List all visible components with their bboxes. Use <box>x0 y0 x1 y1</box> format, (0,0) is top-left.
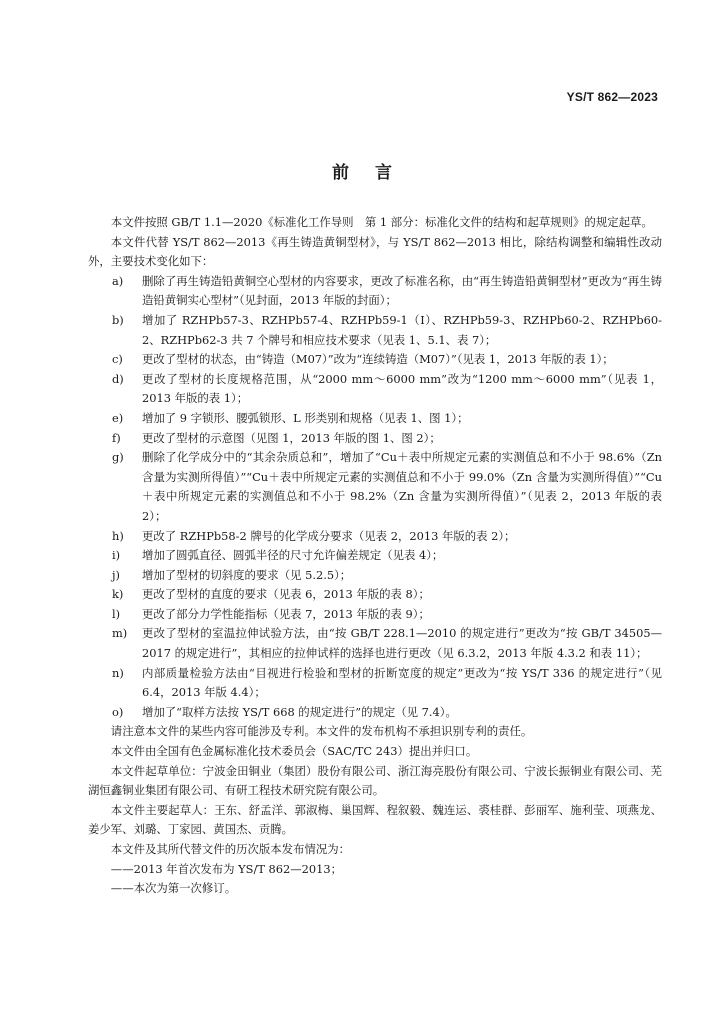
change-item <box>88 566 662 586</box>
item-label: d) <box>112 371 124 386</box>
change-item <box>88 409 662 429</box>
item-text: 更改了型材的室温拉伸试验方法，由“按 GB/T 228.1—2010 的规定进行”更改为“按 GB/T 34505—2017 的规定进行”，其相应的拉伸试样的选择也进行更改（见 6.3.2，2013 年版 4.3.2 和表 11）； <box>142 626 662 661</box>
history-item: ——2013 年首次发布为 YS/T 862—2013； <box>110 861 343 876</box>
item-text: 删除了化学成分中的“其余杂质总和”，增加了“Cu＋表中所规定元素的实测值总和不小于 98.6%（Zn 含量为实测所得值）”“Cu＋表中所规定元素的实测值总和不小于 99.0%（Zn 含量为实测所得值）”“Cu＋表中所规定元素的实测值总和不小于 98.2%（Zn 含量为实测所得值）”（见表 2，2013 年版的表 2）； <box>142 450 662 523</box>
paragraph: 本文件主要起草人：王东、舒孟洋、郭淑梅、巢国辉、程叙毅、魏连运、裘桂群、彭丽军、施利莹、项燕龙、姜少军、刘璐、丁家园、黄国杰、贡腾。 <box>88 802 662 837</box>
item-label: b) <box>112 312 124 327</box>
item-label: j) <box>112 567 120 582</box>
item-text: 删除了再生铸造铅黄铜空心型材的内容要求，更改了标准名称，由“再生铸造铅黄铜型材”更改为“再生铸造铅黄铜实心型材”（见封面，2013 年版的封面）； <box>142 273 662 308</box>
history-item: ——本次为第一次修订。 <box>110 881 237 896</box>
item-text: 内部质量检验方法由“目视进行检验和型材的折断宽度的规定”更改为“按 YS/T 336 的规定进行”（见 6.4，2013 年版 4.4）； <box>142 665 662 700</box>
change-item <box>88 664 662 703</box>
change-item <box>88 703 662 723</box>
item-text: 更改了部分力学性能指标（见表 7，2013 年版的表 9）； <box>142 606 430 621</box>
item-text: 增加了圆弧直径、圆弧半径的尺寸允许偏差规定（见表 4）； <box>142 548 444 563</box>
paragraph: 本文件由全国有色金属标准化技术委员会（SAC/TC 243）提出并归口。 <box>110 744 478 759</box>
item-label: m) <box>112 626 128 641</box>
item-text: 更改了型材的状态，由“铸造（M07）”改为“连续铸造（M07）”（见表 1，2013 年版的表 1）； <box>142 352 614 367</box>
item-label: l) <box>112 606 121 621</box>
item-label: o) <box>112 704 124 719</box>
change-item <box>88 605 662 625</box>
document-code: YS/T 862—2023 <box>566 90 658 104</box>
item-text: 增加了型材的切斜度的要求（见 5.2.5）； <box>142 567 352 582</box>
change-item <box>88 272 662 311</box>
item-text: 增加了 RZHPb57-3、RZHPb57-4、RZHPb59-1（Ⅰ）、RZHPb59-3、RZHPb60-2、RZHPb60-2、RZHPb62-3 共 7 个牌号和相应技术要求（见表 1、5.1、表 7）； <box>142 312 662 347</box>
paragraph: 本文件起草单位：宁波金田铜业（集团）股份有限公司、浙江海亮股份有限公司、宁波长振铜业有限公司、芜湖恒鑫铜业集团有限公司、有研工程技术研究院有限公司。 <box>88 763 662 798</box>
change-item <box>88 546 662 566</box>
item-text: 更改了型材的直度的要求（见表 6，2013 年版的表 8）； <box>142 587 430 602</box>
item-label: i) <box>112 548 121 563</box>
item-label: h) <box>112 528 124 543</box>
item-text: 更改了 RZHPb58-2 牌号的化学成分要求（见表 2，2013 年版的表 2）； <box>142 528 516 543</box>
item-text: 更改了型材的示意图（见图 1，2013 年版的图 1、图 2）； <box>142 430 441 445</box>
item-label: f) <box>112 430 121 445</box>
item-label: e) <box>112 410 124 425</box>
change-item <box>88 585 662 605</box>
change-item <box>88 311 662 350</box>
change-item <box>88 350 662 370</box>
foreword-body <box>88 213 662 899</box>
item-label: g) <box>112 450 124 465</box>
item-text: 更改了型材的长度规格范围，从“2000 mm～6000 mm”改为“1200 mm～6000 mm”（见表 1，2013 年版的表 1）； <box>142 371 662 406</box>
paragraph: 本文件代替 YS/T 862—2013《再生铸造黄铜型材》，与 YS/T 862—2013 相比，除结构调整和编辑性改动外，主要技术变化如下： <box>88 234 662 269</box>
change-item <box>88 624 662 663</box>
change-item <box>88 429 662 449</box>
page-title: 前言 <box>332 163 418 183</box>
item-text: 增加了“取样方法按 YS/T 668 的规定进行”的规定（见 7.4）。 <box>142 704 457 719</box>
paragraph: 本文件按照 GB/T 1.1—2020《标准化工作导则 第 1 部分：标准化文件的结构和起草规则》的规定起草。 <box>110 215 653 229</box>
item-label: k) <box>112 587 124 602</box>
change-item <box>88 527 662 547</box>
item-label: c) <box>112 352 123 367</box>
change-item <box>88 370 662 409</box>
item-label: n) <box>112 665 124 680</box>
change-item <box>88 448 662 526</box>
item-text: 增加了 9 字锁形、腰弧锁形、L 形类别和规格（见表 1、图 1）； <box>142 410 469 425</box>
item-label: a) <box>112 273 124 288</box>
paragraph: 请注意本文件的某些内容可能涉及专利。本文件的发布机构不承担识别专利的责任。 <box>110 724 533 739</box>
paragraph: 本文件及其所代替文件的历次版本发布情况为： <box>110 842 351 856</box>
